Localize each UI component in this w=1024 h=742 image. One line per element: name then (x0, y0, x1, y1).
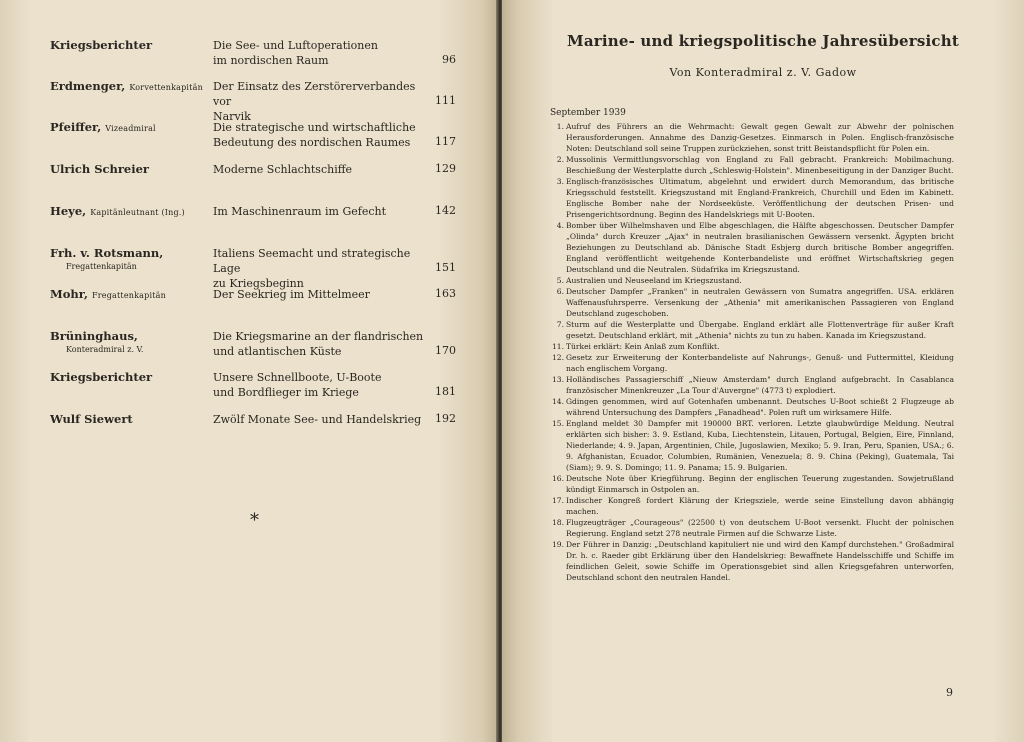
toc-title: Die strategische und wirtschaftliche Bedeutung des nordischen Raumes (213, 121, 416, 149)
toc-page-number: 151 (435, 261, 456, 274)
toc-page-number: 181 (435, 385, 456, 398)
chronology-item: 17. Indischer Kongreß fordert Klärung der Kriegsziele, werde seine Einstellung davon abhängig machen. (551, 496, 954, 516)
toc-page-number: 117 (435, 135, 456, 148)
toc-page-number: 170 (435, 344, 456, 357)
toc-page-number: 163 (435, 287, 456, 300)
toc-author: Pfeiffer, Vizeadmiral (50, 120, 156, 134)
chronology-item: 7. Sturm auf die Westerplatte und Übergabe. England erklärt alle Flottenverträge für außer Kraft gesetzt. Deutschland erklärt, mit „Athenia" nichts zu tun zu haben. Kanada im Kriegszustand. (556, 320, 954, 340)
toc-author: Erdmenger, Korvettenkapitän (50, 79, 203, 93)
left-page (0, 0, 498, 742)
toc-author: Brüninghaus, Konteradmiral z. V. (50, 329, 144, 354)
toc-title: Der Seekrieg im Mittelmeer (213, 288, 370, 301)
toc-author: Heye, Kapitänleutnant (Ing.) (50, 204, 185, 218)
toc-page-number: 129 (435, 162, 456, 175)
toc-author: Wulf Siewert (50, 412, 133, 426)
chronology-item: 11. Türkei erklärt: Kein Anlaß zum Konflikt. (551, 342, 720, 351)
month-heading: September 1939 (550, 108, 626, 118)
chronology-item: 12. Gesetz zur Erweiterung der Konterbandeliste auf Nahrungs-, Genuß- und Futtermittel, Kleidung nach englischem Vorgang. (551, 353, 954, 373)
chronology-item: 3. Englisch-französisches Ultimatum, abgelehnt und erwidert durch Memorandum, das britische Kriegsschuld feststellt. Kriegszustand mit England-Frankreich, Churchill und Eden im Kabinett. Englische Bomber nahe der Nordseeküste. Veröffentlichung der deutschen Prisen- und Prisengerichtsordnung. Beginn des Handelskriegs mit U-Booten. (556, 177, 954, 219)
chronology-item: 19. Der Führer in Danzig: „Deutschland kapituliert nie und wird den Kampf durchstehen." Großadmiral Dr. h. c. Raeder gibt Erklärung über den Handelskrieg: Bewaffnete Handelsschiffe und Schiffe im feindlichen Geleit, sowie Schiffe im Operationsgebiet sind allen Kriegsgefahren unterworfen, Deutschland schont den neutralen Handel. (551, 540, 954, 582)
toc-page-number: 111 (435, 94, 456, 107)
toc-page-number: 192 (435, 412, 456, 425)
toc-author: Kriegsberichter (50, 370, 153, 384)
right-page (502, 0, 1024, 742)
chronology-item: 16. Deutsche Note über Kriegführung. Beginn der englischen Teuerung zugestanden. Sowjetrußland kündigt Einmarsch in Ostpolen an. (551, 474, 954, 494)
chronology-item: 1. Aufruf des Führers an die Wehrmacht: Gewalt gegen Gewalt zur Abwehr der polnischen Herausforderungen. Annahme des Danzig-Gesetzes. Einmarsch in Polen. Englisch-französische Noten: Deutschland soll seine Truppen zurückziehen, sonst tritt Beistandspflicht für Polen ein. (556, 122, 954, 153)
toc-title: Der Einsatz des Zerstörerverbandes vor Narvik (213, 80, 416, 123)
chronology-item: 4. Bomber über Wilhelmshaven und Elbe abgeschlagen, die Hälfte abgeschossen. Deutscher Dampfer „Olinda" durch Kreuzer „Ajax" in neutralen brasilianischen Gewässern versenkt. Ägypten bricht Beziehungen zu Deutschland ab. Dänische Stadt Esbjerg durch britische Bomber angegriffen. England veröffentlicht weitgehende Konterbandeliste und eröffnet Wirtschaftskrieg gegen Deutschland und die Neutralen. Südafrika im Kriegszustand. (556, 221, 954, 274)
toc-page-number: 96 (442, 53, 456, 66)
toc-title: Zwölf Monate See- und Handelskrieg (213, 413, 422, 426)
chronology-item: 15. England meldet 30 Dampfer mit 190000 BRT. verloren. Letzte glaubwürdige Meldung. Neutral erklärten sich bisher: 3. 9. Estland, Kuba, Liechtenstein, Litauen, Portugal, Belgien, Eire, Finnland, Niederlande; 4. 9. Japan, Argentinien, Chile, Jugoslawien, Mexiko; 5. 9. Iran, Peru, Spanien, USA.; 6. 9. Afghanistan, Ecuador, Columbien, Rumänien, Venezuela; 8. 9. China (Peking), Guatemala, Tai (Siam); 9. 9. S. Domingo; 11. 9. Panama; 15. 9. Bulgarien. (551, 419, 954, 472)
page-subtitle: Von Konteradmiral z. V. Gadow (669, 66, 857, 79)
toc-title: Im Maschinenraum im Gefecht (213, 205, 386, 218)
toc-title: Die See- und Luftoperationen im nordischen Raum (213, 39, 378, 67)
page-number: 9 (946, 686, 953, 699)
toc-title: Italiens Seemacht und strategische Lage zu Kriegsbeginn (213, 247, 411, 290)
chronology-list (550, 121, 954, 583)
toc-author: Frh. v. Rotsmann, Fregattenkapitän (50, 246, 164, 271)
chronology-item: 13. Holländisches Passagierschiff „Nieuw Amsterdam" durch England aufgebracht. In Casablanca französischer Minenkreuzer „La Tour d'Auvergne" (4773 t) explodiert. (551, 375, 954, 395)
chronology-item: 6. Deutscher Dampfer „Franken" in neutralen Gewässern von Sumatra angegriffen. USA. erklären Waffenausfuhrsperre. Versenkung der „Athenia" mit amerikanischen Passagieren von England Deutschland zugeschoben. (556, 287, 954, 318)
chronology-item: 18. Flugzeugträger „Courageous" (22500 t) von deutschem U-Boot versenkt. Flucht der polnischen Regierung. England setzt 278 neutrale Firmen auf die Schwarze Liste. (551, 518, 954, 538)
page-title: Marine- und kriegspolitische Jahresübersicht (567, 32, 959, 50)
toc-title: Die Kriegsmarine an der flandrischen und atlantischen Küste (213, 330, 424, 358)
ornament-asterisk: * (250, 510, 259, 531)
toc-author: Mohr, Fregattenkapitän (50, 287, 166, 301)
toc-title: Unsere Schnellboote, U-Boote und Bordflieger im Kriege (213, 371, 382, 399)
chronology-item: 2. Mussolinis Vermittlungsvorschlag von England zu Fall gebracht. Frankreich: Mobilmachung. Beschießung der Westerplatte durch „Schleswig-Holstein". Minenbeseitigung in der Danziger Bucht. (556, 155, 954, 175)
chronology-item: 5. Australien und Neuseeland im Kriegszustand. (556, 276, 742, 285)
toc-author: Ulrich Schreier (50, 162, 149, 176)
toc-page-number: 142 (435, 204, 456, 217)
toc-title: Moderne Schlachtschiffe (213, 163, 353, 176)
chronology-item: 14. Gdingen genommen, wird auf Gotenhafen umbenannt. Deutsches U-Boot schießt 2 Flugzeuge ab während Untersuchung des Dampfers „Fanadhead". Polen ruft um wirksamere Hilfe. (551, 397, 954, 417)
toc-author: Kriegsberichter (50, 38, 153, 52)
